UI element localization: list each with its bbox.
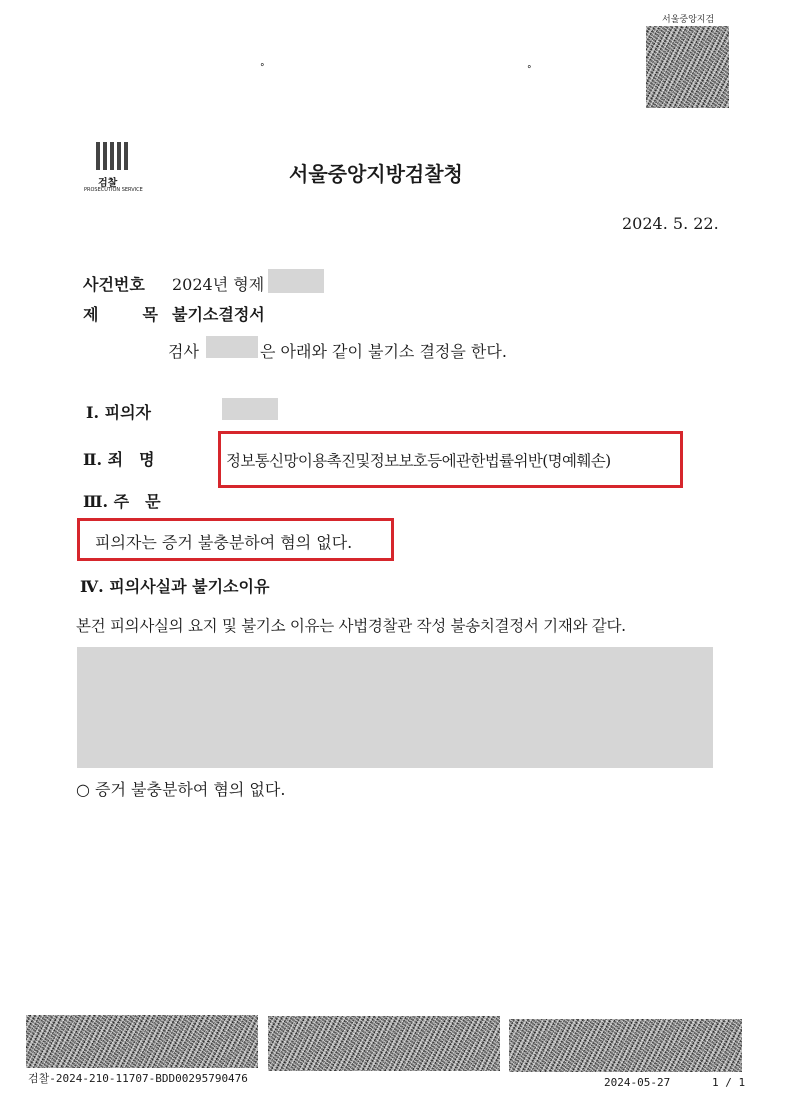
corner-security-pattern bbox=[646, 26, 729, 108]
order-label: Ⅲ. 주 문 bbox=[83, 492, 161, 511]
subject-label: 제 목 bbox=[83, 305, 172, 324]
suspect-label: Ⅰ. 피의자 bbox=[86, 403, 151, 422]
office-title: 서울중앙지방검찰청 bbox=[289, 162, 463, 186]
logo-bars-icon bbox=[84, 140, 144, 174]
footer-security-pattern-right bbox=[509, 1019, 742, 1072]
page-indicator: 1 / 1 bbox=[712, 1076, 746, 1089]
intro-prefix: 검사 bbox=[168, 342, 199, 361]
facts-label: Ⅳ. 피의사실과 불기소이유 bbox=[80, 577, 270, 596]
footer-security-pattern-left bbox=[26, 1015, 258, 1068]
document-id: 검찰-2024-210-11707-BDD00295790476 bbox=[28, 1072, 248, 1085]
scan-dot: ° bbox=[260, 63, 265, 73]
redaction-suspect-name bbox=[222, 398, 278, 420]
prosecution-logo bbox=[84, 140, 144, 196]
conclusion-text: ○ 증거 불충분하여 혐의 없다. bbox=[76, 780, 286, 799]
order-value: 피의자는 증거 불충분하여 혐의 없다. bbox=[95, 533, 353, 552]
scan-dot: ° bbox=[527, 65, 532, 75]
facts-intro: 본건 피의사실의 요지 및 불기소 이유는 사법경찰관 작성 불송치결정서 기재와 같다. bbox=[76, 617, 626, 635]
print-date: 2024-05-27 bbox=[604, 1076, 671, 1089]
charge-value: 정보통신망이용촉진및정보보호등에관한법률위반(명예훼손) bbox=[226, 452, 611, 470]
charge-label: Ⅱ. 죄 명 bbox=[83, 450, 155, 469]
redaction-facts-body bbox=[77, 647, 713, 768]
redaction-prosecutor-name bbox=[206, 336, 258, 358]
redaction-case-number bbox=[268, 269, 324, 293]
case-number-label: 사건번호 bbox=[83, 275, 145, 294]
subject-value: 불기소결정서 bbox=[172, 305, 265, 324]
corner-stamp-label: 서울중앙지검 bbox=[662, 15, 715, 25]
footer-security-pattern-middle bbox=[268, 1016, 500, 1071]
logo-subtext: PROSECUTION SERVICE bbox=[84, 187, 143, 193]
logo-text: 검찰 bbox=[98, 178, 118, 189]
intro-suffix: 은 아래와 같이 불기소 결정을 한다. bbox=[260, 342, 507, 361]
case-number-value: 2024년 형제 bbox=[172, 275, 265, 294]
decision-date: 2024. 5. 22. bbox=[622, 214, 719, 233]
